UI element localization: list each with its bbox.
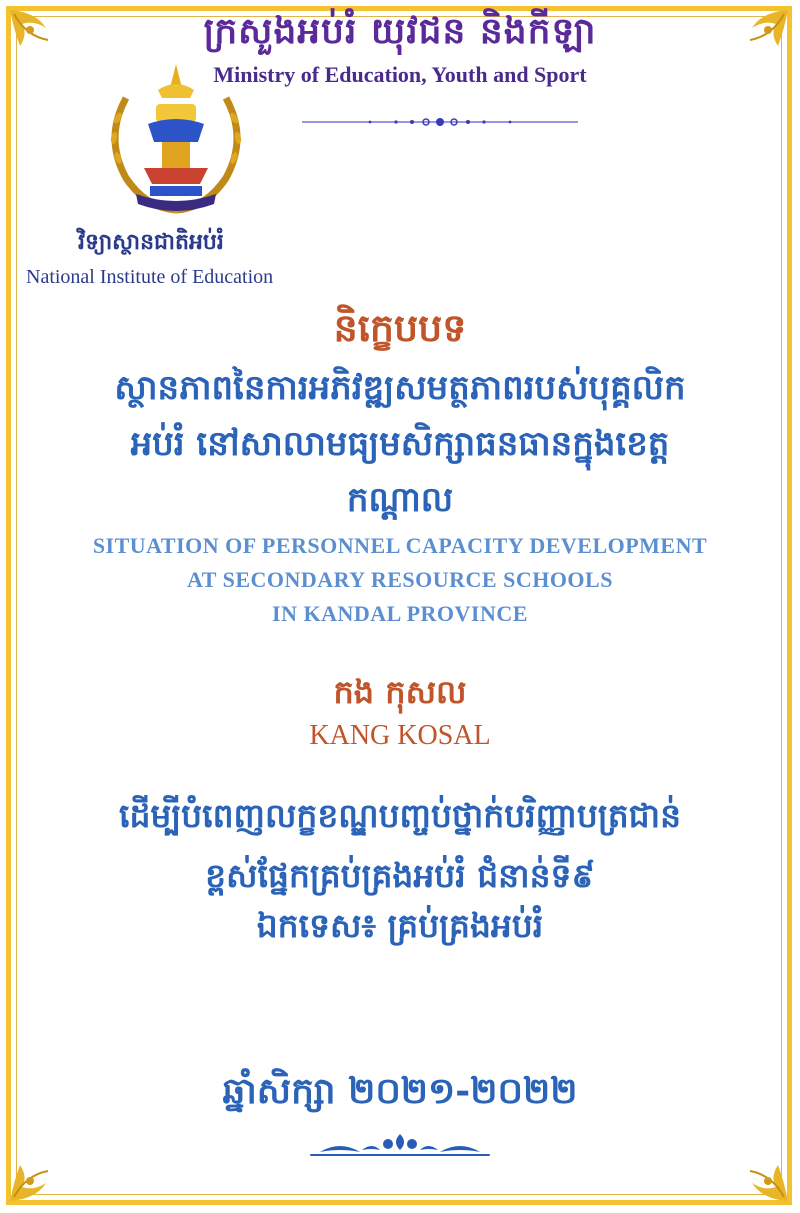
corner-ornament-icon [726,1139,792,1205]
title-khmer-line: អប់រំ នៅសាលាមធ្យមសិក្សាធនធានក្នុងខេត្ត [130,424,670,464]
institute-name-khmer: វិទ្យាស្ថានជាតិអប់រំ [78,229,224,255]
author-name-khmer: កង កុសល [333,673,467,711]
title-khmer-line: កណ្ដាល [346,480,454,520]
document-type-label: និក្ខេបបទ [333,305,467,350]
author-name-english: KANG KOSAL [309,720,491,751]
corner-ornament-icon [6,6,72,72]
ministry-name-khmer: ក្រសួងអប់រំ យុវជន និងកីឡា [203,10,597,52]
purpose-statement-line: ឯកទេស៖ គ្រប់គ្រងអប់រំ [256,906,544,945]
corner-ornament-icon [6,1139,72,1205]
title-english-line: AT SECONDARY RESOURCE SCHOOLS [187,567,613,592]
title-khmer-line: ស្ថានភាពនៃការអភិវឌ្ឍសមត្ថភាពរបស់បុគ្គលិក [114,368,686,408]
ministry-name-english: Ministry of Education, Youth and Sport [213,62,587,87]
purpose-statement-line: ខ្ពស់ផ្នែកគ្រប់គ្រងអប់រំ ជំនាន់ទី៩ [205,856,595,895]
divider-ornament-icon [300,112,580,132]
purpose-statement-line: ដើម្បីបំពេញលក្ខខណ្ឌបញ្ចប់ថ្នាក់បរិញ្ញាបត្រជាន់ [118,796,682,835]
title-english-line: IN KANDAL PROVINCE [272,601,528,626]
title-english-line: SITUATION OF PERSONNEL CAPACITY DEVELOPMENT [92,533,708,558]
institute-name-english: National Institute of Education [26,266,274,288]
corner-ornament-icon [726,6,792,72]
academic-year: ឆ្នាំសិក្សា ២០២១-២០២២ [222,1070,578,1112]
institute-emblem-icon [96,58,256,228]
footer-ornament-icon [300,1128,500,1164]
